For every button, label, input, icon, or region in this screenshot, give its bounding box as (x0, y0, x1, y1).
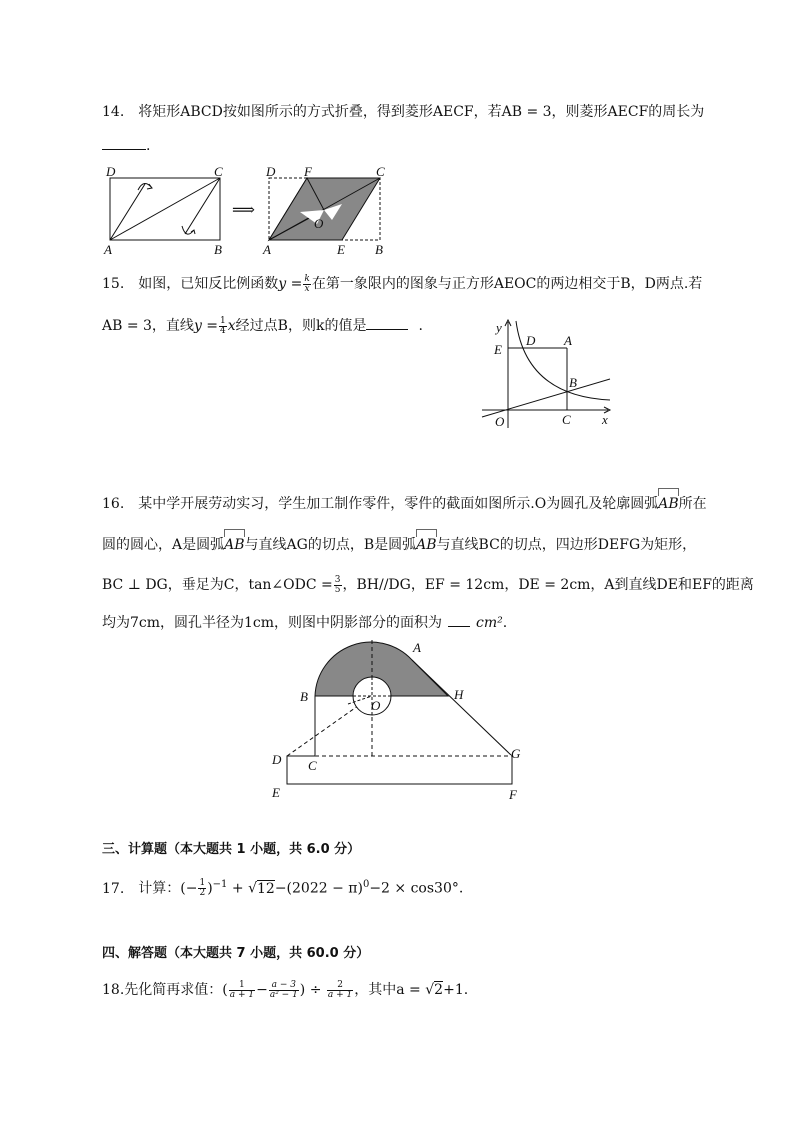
q15-label-A: A (564, 333, 572, 348)
q16-l3-a: BC ⊥ DG，垂足为C，tan∠ODC = (102, 577, 333, 593)
q15-label-O: O (495, 414, 505, 429)
q16-answer-blank[interactable] (448, 614, 470, 627)
q15-label-B: B (569, 375, 577, 390)
q14-number: 14. (102, 104, 125, 120)
q17-exp-a: −1 (212, 879, 228, 890)
section4-title: 四、解答题（本大题共 7 小题，共 60.0 分） (102, 946, 370, 961)
q17-number: 17. (102, 880, 125, 897)
q18-sqrt: √2 (425, 982, 444, 998)
q17-frac-half: $\frac{1}{2}$ (199, 878, 206, 899)
q14-tail: . (146, 138, 151, 154)
q15-y-eq-2: y = (193, 318, 219, 334)
q15-frac-quarter: $\frac{1}{4}$ (220, 315, 226, 336)
q15-label-x: x (602, 412, 608, 427)
q15-label-D: D (526, 333, 536, 348)
q15-figure (478, 316, 618, 436)
q16-label-D: D (272, 752, 282, 767)
q14-right-label-E: E (337, 242, 345, 257)
q14-line1 (102, 102, 704, 122)
q16-l3-b: ，BH//DG，EF = 12cm，DE = 2cm，A到直线DE和EF的距离 (342, 577, 754, 593)
q16-unit: cm² (476, 615, 503, 631)
q15-line2 (102, 316, 423, 336)
q15-label-y: y (496, 320, 502, 335)
q18-expr-a: − (256, 982, 268, 998)
q16-label-F: F (509, 787, 517, 802)
q15-text-a: 如图，已知反比例函数 (138, 276, 279, 292)
q14-right-label-B: B (375, 242, 383, 257)
q15-number: 15. (102, 276, 125, 292)
q16-line2 (102, 535, 696, 555)
q16-figure (268, 640, 528, 805)
q18-frac-2: $\frac{a - 3}{\text{a² − 1}}$ (269, 979, 298, 1000)
q14-right-label-C: C (376, 164, 385, 179)
q18-expr-c: ，其中a = (354, 982, 421, 998)
q16-l2-b: 与直线AG的切点，B是圆弧 (244, 537, 417, 553)
q14-right-label-A: A (263, 242, 271, 257)
q15-line2-b: 经过点B，则k的值是 (235, 318, 367, 334)
q14-right-label-D: D (266, 164, 276, 179)
q15-frac-k-x: $\frac{k}{x}$ (304, 273, 310, 294)
q18-expr-b: ) ÷ (299, 982, 322, 998)
q18-expr-d: +1. (443, 982, 469, 998)
q16-frac-three-fifths: $\frac{3}{5}$ (334, 574, 341, 595)
q16-label-G: G (511, 746, 521, 761)
q14-left-label-C: C (214, 164, 223, 179)
q14-left-label-A: A (104, 242, 112, 257)
q18-frac-3: $\frac{2}{a + 1}$ (327, 979, 353, 1000)
q14-line2 (102, 136, 150, 156)
q17-expr-a: (− (180, 880, 198, 897)
q16-label-H: H (454, 687, 464, 702)
section3-title: 三、计算题（本大题共 1 小题，共 6.0 分） (102, 842, 361, 857)
q16-line3 (102, 575, 754, 595)
q18-frac-1: $\frac{1}{a + 1}$ (229, 979, 255, 1000)
q14-figure-left (100, 162, 230, 257)
q16-line1 (102, 494, 707, 514)
q17-expr-e: −2 × cos30°. (369, 880, 464, 897)
q14-answer-blank[interactable] (102, 137, 146, 150)
q15-line1 (102, 274, 702, 294)
q17-expr-d: −(2022 − π) (274, 880, 363, 897)
q14-figure-right (262, 162, 392, 257)
q16-l2-c: 与直线BC的切点，四边形DEFG为矩形， (436, 537, 697, 553)
q17-expr-c: + (231, 880, 244, 897)
q18-line (102, 980, 468, 1000)
q17-label: 计算： (138, 880, 181, 897)
q16-label-C: C (308, 758, 317, 773)
q16-label-A: A (413, 640, 421, 655)
q16-arc-ab-3: AB (416, 537, 437, 553)
q16-label-B: B (300, 689, 308, 704)
q17-exp-b: 0 (362, 879, 370, 890)
q14-right-label-O: O (314, 216, 324, 231)
q16-l4-a: 均为7cm，圆孔半径为1cm，则图中阴影部分的面积为 (102, 615, 443, 631)
q14-right-label-F: F (304, 164, 312, 179)
q15-line2-c: . (418, 318, 423, 334)
q17-expr-b: ) (207, 880, 213, 897)
q15-x: x (227, 318, 236, 334)
q14-left-label-B: B (214, 242, 222, 257)
q14-arrow: ⟹ (232, 200, 255, 219)
q16-l2-a: 圆的圆心，A是圆弧 (102, 537, 225, 553)
q15-label-C: C (562, 412, 571, 427)
q14-left-label-D: D (106, 164, 116, 179)
q16-arc-ab-2: AB (224, 537, 245, 553)
q16-l1-a: 某中学开展劳动实习，学生加工制作零件，零件的截面如图所示.O为圆孔及轮廓圆弧 (138, 496, 659, 512)
q15-text-b: 在第一象限内的图象与正方形AEOC的两边相交于B，D两点.若 (311, 276, 703, 292)
q16-label-E: E (272, 785, 280, 800)
q16-number: 16. (102, 496, 125, 512)
q16-label-O: O (371, 698, 381, 713)
q15-y-eq: y = (278, 276, 303, 292)
q14-text: 将矩形ABCD按如图所示的方式折叠，得到菱形AECF，若AB = 3，则菱形AECF的周长为 (138, 104, 705, 120)
q17-sqrt: √12 (248, 880, 275, 897)
q15-label-E: E (494, 342, 502, 357)
q15-answer-blank[interactable] (366, 317, 408, 330)
q16-line4 (102, 613, 507, 633)
q18-number: 18. (102, 982, 125, 998)
q16-arc-ab: AB (658, 496, 679, 512)
q17-line (102, 875, 463, 899)
q16-l1-b: 所在 (678, 496, 707, 512)
q18-label: 先化简再求值：( (124, 982, 228, 998)
q16-l4-c: . (502, 615, 508, 631)
q15-line2-a: AB = 3，直线 (102, 318, 194, 334)
